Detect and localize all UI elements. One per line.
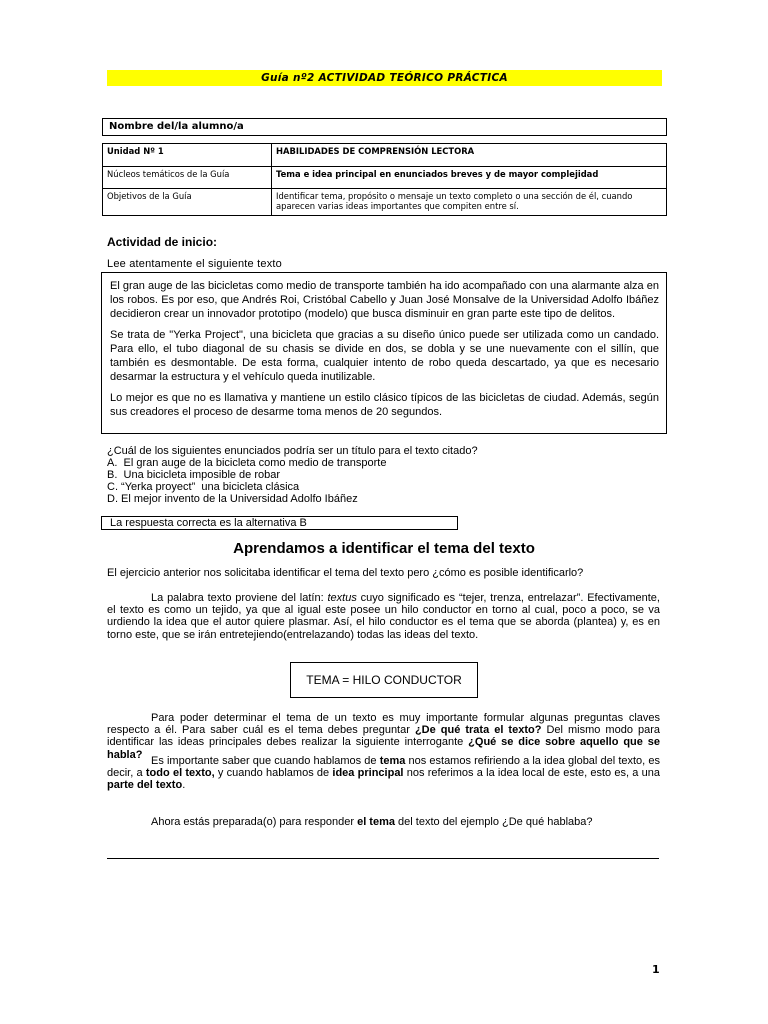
bold-text: ¿De qué trata el texto?	[414, 724, 542, 737]
option-b[interactable]: B. Una bicicleta imposible de robar	[107, 469, 281, 481]
option-a[interactable]: A. El gran auge de la bicicleta como medio de transporte	[107, 457, 387, 469]
unit-value: HABILIDADES DE COMPRENSIÓN LECTORA	[272, 144, 667, 167]
nucleos-value: Tema e idea principal en enunciados breves y de mayor complejidad	[272, 167, 667, 189]
bold-text: el tema	[357, 816, 395, 828]
reading-paragraph: El gran auge de las bicicletas como medio de transporte también ha ido acompañado con una alarmante alza en los robos. Es por eso, que Andrés Roi, Cristóbal Cabello y Juan José Monsalve de la Universidad Adolfo Ibáñez decidieron crear un innovador prototipo (modelo) que busca disminuir en gran parte este tipo de delitos.	[110, 280, 659, 320]
text-span: del texto del ejemplo ¿De qué hablaba?	[395, 816, 593, 828]
option-c[interactable]: C. “Yerka proyect” una bicicleta clásica	[107, 481, 300, 493]
text-span: cuyo significado es “tejer, trenza, entrelazar”. Efectivamente, el texto es como un tejido, ya que al igual este posee un hilo conductor en torno al cual, poco a poco, se va urdiendo la idea que el autor quiere plasmar. Así, el hilo conductor es el tema que se aborda (plantea) y, es en torno este, que se irán entretejiendo(entrelazando) todas las ideas del texto.	[107, 592, 660, 641]
text-span: Del mismo modo para identificar las ideas principales debes realizar la siguiente interrogante	[107, 724, 661, 749]
paragraph-tema-idea	[107, 755, 660, 792]
paragraph-questions	[107, 712, 660, 761]
bold-text: ¿Qué se dice sobre aquello que se habla?	[107, 736, 660, 761]
text-span: Ahora estás preparada(o) para responder	[151, 816, 358, 828]
unit-label: Unidad Nº 1	[103, 144, 272, 167]
reading-paragraph: Lo mejor es que no es llamativa y mantiene un estilo clásico típicos de las bicicletas de ciudad. Además, según sus creadores el proceso de desarme toma menos de 20 segundos.	[110, 392, 659, 418]
reading-paragraph: Se trata de "Yerka Project", una bicicleta que gracias a su diseño único puede ser utilizada como un candado. Para ello, el tubo diagonal de su chasis se divide en dos, se dobla y se une nuevamente con el sillín, que también es desmontable. De esta forma, cualquier intento de robo queda descartado, ya que es necesario desarmar la estructura y el vehículo queda inutilizable.	[110, 329, 659, 383]
page-number: 1	[652, 963, 660, 976]
text-span: nos estamos refiriendo a la idea global del texto, es decir, a	[107, 755, 660, 780]
answer-line[interactable]	[107, 858, 659, 859]
objetivos-label: Objetivos de la Guía	[103, 189, 272, 216]
bold-text: tema	[379, 755, 406, 767]
bold-text: idea principal	[332, 767, 404, 780]
text-span: nos referimos a la idea local de este, esto es, a una	[403, 767, 661, 780]
text-span: y cuando hablamos de	[214, 767, 333, 780]
activity-heading: Actividad de inicio:	[107, 235, 218, 249]
bold-text: parte del texto	[107, 779, 183, 792]
table-row	[103, 189, 667, 216]
text-span: Para poder determinar el tema de un texto es muy importante formular algunas preguntas claves respecto a él. Para saber cuál es el tema debes preguntar	[107, 712, 660, 737]
formula-box: TEMA = HILO CONDUCTOR	[290, 662, 478, 698]
paragraph-latin	[107, 592, 660, 641]
table-row	[103, 144, 667, 167]
reading-text-box	[101, 272, 667, 434]
emphasis-text: textus	[327, 592, 357, 604]
reading-instruction: Lee atentamente el siguiente texto	[107, 258, 282, 270]
guide-info-table	[102, 143, 667, 216]
answer-box: La respuesta correcta es la alternativa B	[101, 516, 458, 530]
guide-title-bar: Guía nº2 ACTIVIDAD TEÓRICO PRÁCTICA	[107, 70, 662, 86]
table-row	[103, 167, 667, 189]
text-span: La palabra texto proviene del latín:	[151, 592, 328, 604]
text-span: .	[182, 779, 186, 792]
section-title: Aprendamos a identificar el tema del texto	[233, 540, 535, 557]
paragraph-prompt	[107, 816, 660, 828]
objetivos-value: Identificar tema, propósito o mensaje un texto completo o una sección de él, cuando aparecen varias ideas importantes que compiten entre sí.	[272, 189, 667, 216]
nucleos-label: Núcleos temáticos de la Guía	[103, 167, 272, 189]
option-d[interactable]: D. El mejor invento de la Universidad Adolfo Ibáñez	[107, 493, 358, 505]
bold-text: todo el texto,	[145, 767, 215, 780]
student-name-field[interactable]: Nombre del/la alumno/a	[102, 118, 667, 136]
question-text: ¿Cuál de los siguientes enunciados podría ser un título para el texto citado?	[107, 445, 478, 457]
question-block	[107, 445, 478, 505]
section-intro: El ejercicio anterior nos solicitaba identificar el tema del texto pero ¿cómo es posible identificarlo?	[107, 567, 584, 579]
text-span: Es importante saber que cuando hablamos de	[151, 755, 380, 767]
